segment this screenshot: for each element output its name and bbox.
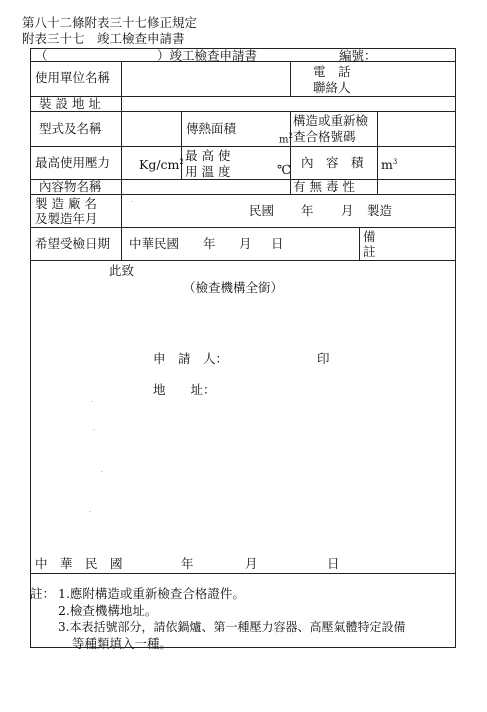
contents-label: 內容物名稱 (39, 179, 102, 194)
desired-date-label: 希望受檢日期 (35, 236, 111, 251)
title-prefix: （ (35, 48, 48, 63)
remarks-label-1: 備 (363, 229, 376, 244)
area-unit: $m^2$ (279, 132, 293, 146)
scan-speck: · (93, 427, 95, 434)
maker-date-year: 年 (301, 203, 314, 218)
note-item-1: 1.應附構造或重新檢查合格證件。 (58, 586, 245, 601)
max-temp-label-1: 最 高 使 (185, 148, 231, 163)
volume-label: 內 容 積 (301, 155, 364, 170)
max-pressure-label: 最高使用壓力 (35, 155, 111, 170)
seal-label: 印 (317, 351, 330, 366)
date-era: 中 華 民 國 (35, 556, 123, 571)
agency-label: （檢查機構全銜） (183, 280, 284, 295)
scan-speck: · (131, 199, 133, 206)
date-day: 日 (327, 556, 340, 571)
desired-date-year: 年 (203, 236, 216, 251)
form-heading: 附表三十七 竣工檢查申請書 (22, 31, 185, 46)
max-temp-label-2: 用 溫 度 (185, 164, 231, 179)
serial-label: 編號： (339, 48, 377, 63)
cert-label-2: 查合格號碼 (293, 129, 356, 144)
note-item-2: 2.檢查機構地址。 (58, 603, 158, 618)
date-year: 年 (181, 556, 194, 571)
install-address-label: 裝 設 地 址 (39, 96, 101, 111)
volume-unit: $m^3$ (381, 157, 398, 173)
desired-date-day: 日 (271, 236, 284, 251)
maker-label-1: 製 造 廠 名 (35, 196, 97, 211)
application-form (30, 48, 456, 648)
maker-label-2: 及製造年月 (35, 211, 98, 226)
form-title: ）竣工檢查申請書 (157, 48, 258, 63)
contact-label: 聯絡人 (313, 80, 351, 95)
note-item-3a: 3.本表括號部分，請依鍋爐、第一種壓力容器、高壓氣體特定設備 (58, 620, 406, 634)
model-label: 型式及名稱 (39, 121, 102, 136)
heat-area-label: 傳熱面積 (186, 121, 237, 136)
notes-prefix: 註： (30, 586, 56, 601)
remarks-label-2: 註 (363, 244, 376, 259)
phone-label: 電 話 (313, 64, 351, 79)
desired-date-era: 中華民國 (129, 236, 180, 251)
maker-date-suffix: 製造 (367, 203, 393, 218)
address-label: 地 址： (153, 382, 216, 397)
cert-label-1: 構造或重新檢 (293, 113, 369, 128)
temp-unit: ℃ (277, 162, 291, 177)
date-month: 月 (245, 556, 258, 571)
scan-speck: · (101, 469, 103, 476)
note-item-3b: 等種類填入一種。 (72, 636, 173, 651)
maker-date-era: 民國 (249, 203, 275, 218)
maker-date-month: 月 (341, 203, 354, 218)
desired-date-month: 月 (239, 236, 252, 251)
pressure-unit: $Kg/cm^2$ (139, 157, 184, 173)
toxic-label: 有 無 毒 性 (293, 179, 355, 194)
regulation-heading: 第八十二條附表三十七修正規定 (22, 15, 198, 30)
scan-speck: · (91, 399, 93, 406)
to-label: 此致 (109, 263, 135, 278)
scan-speck: · (89, 509, 91, 516)
user-unit-label: 使用單位名稱 (35, 70, 111, 85)
applicant-label: 申 請 人： (153, 351, 229, 366)
